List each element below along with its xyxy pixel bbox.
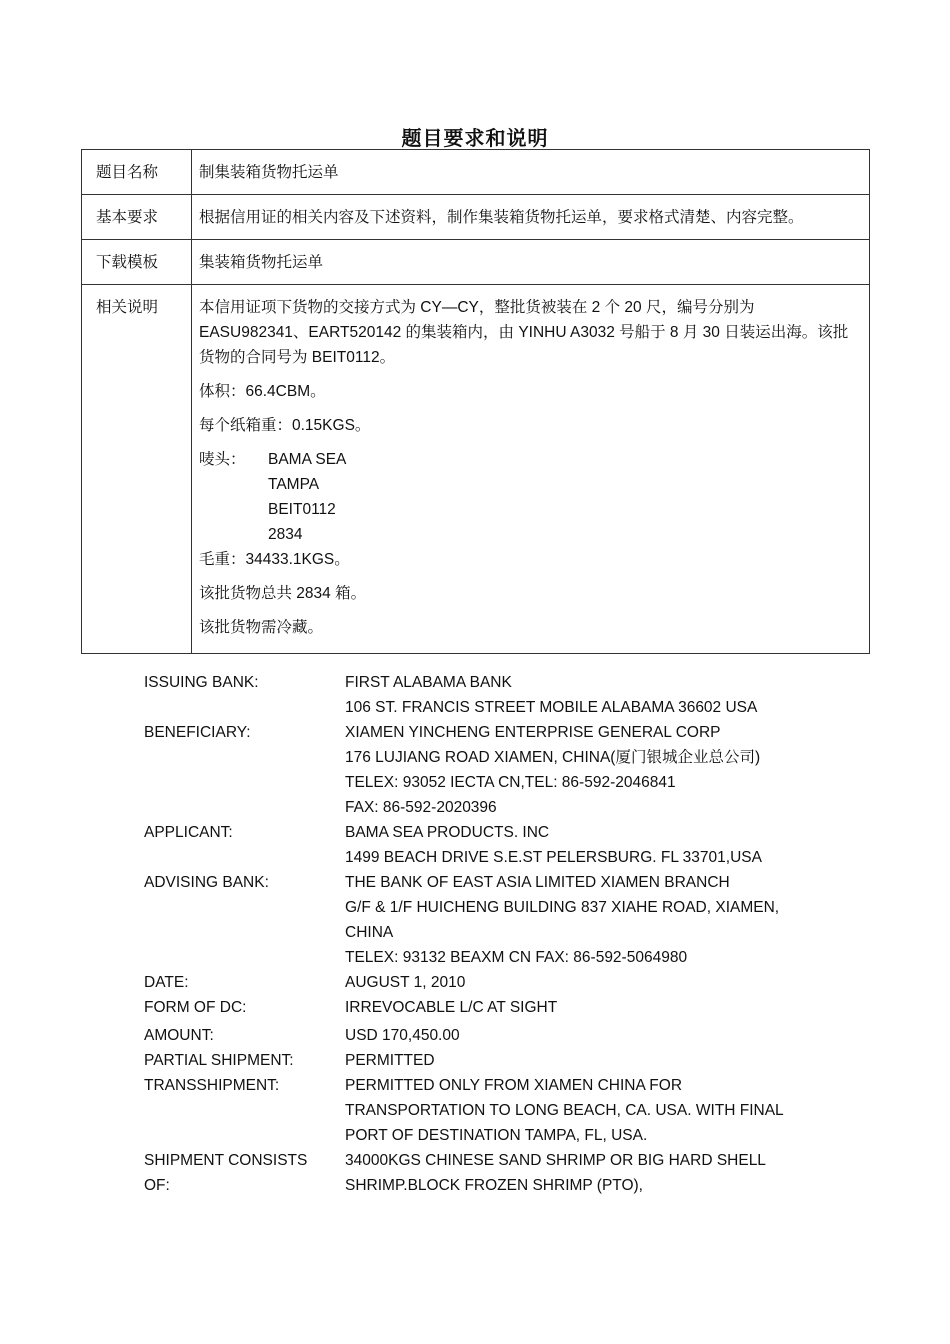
table-row [82, 285, 870, 654]
lc-key: DATE: [144, 974, 189, 991]
lc-value-line: TELEX: 93052 IECTA CN,TEL: 86-592-2046841 [345, 774, 676, 791]
lc-row-applicant [144, 820, 844, 870]
mark-line: 2834 [268, 526, 303, 543]
row-label-notes: 相关说明 [82, 285, 192, 654]
lc-value-line: CHINA [345, 924, 394, 941]
lc-key: APPLICANT: [144, 824, 233, 841]
lc-key: PARTIAL SHIPMENT: [144, 1052, 294, 1069]
notes-volume: 体积：66.4CBM。 [199, 383, 326, 400]
marks-label: 唛头： [199, 451, 246, 468]
lc-details [144, 670, 844, 1198]
lc-key: AMOUNT: [144, 1027, 214, 1044]
row-label-requirements: 基本要求 [82, 195, 192, 240]
requirements-table [81, 149, 870, 654]
lc-row-advising-bank [144, 870, 844, 970]
lc-value-line: G/F & 1/F HUICHENG BUILDING 837 XIAHE ROAD, XIAMEN, [345, 899, 780, 916]
notes-total-cartons: 该批货物总共 2834 箱。 [199, 585, 367, 602]
mark-line: BEIT0112 [268, 501, 336, 518]
notes-line: EASU982341、EART520142 的集装箱内，由 YINHU A3032 号船于 8 月 30 日装运出海。该批 [199, 324, 849, 341]
mark-line: BAMA SEA [268, 451, 347, 468]
table-row [82, 240, 870, 285]
lc-value-line: USD 170,450.00 [345, 1027, 460, 1044]
row-label-template: 下载模板 [82, 240, 192, 285]
lc-row-shipment-consists-of [144, 1148, 844, 1198]
lc-key: TRANSSHIPMENT: [144, 1077, 280, 1094]
lc-value-line: TRANSPORTATION TO LONG BEACH, CA. USA. WITH FINAL [345, 1102, 784, 1119]
row-value-template: 集装箱货物托运单 [192, 240, 870, 285]
shipping-marks [199, 447, 863, 547]
notes-refrigeration: 该批货物需冷藏。 [199, 619, 324, 636]
lc-key [144, 1148, 345, 1198]
lc-key-line: SHIPMENT CONSISTS [144, 1152, 308, 1169]
lc-row-transshipment [144, 1073, 844, 1148]
notes-line: 本信用证项下货物的交接方式为 CY—CY，整批货被装在 2 个 20 尺，编号分别为 [199, 299, 755, 316]
lc-row-date [144, 970, 844, 995]
lc-row-partial-shipment [144, 1048, 844, 1073]
lc-value-line: BAMA SEA PRODUCTS. INC [345, 824, 550, 841]
lc-value-line: IRREVOCABLE L/C AT SIGHT [345, 999, 558, 1016]
row-label-title: 题目名称 [82, 150, 192, 195]
notes-carton-weight: 每个纸箱重：0.15KGS。 [199, 417, 371, 434]
lc-value-line: FIRST ALABAMA BANK [345, 674, 512, 691]
lc-value-line: 176 LUJIANG ROAD XIAMEN, CHINA(厦门银城企业总公司) [345, 749, 761, 766]
lc-value-line: FAX: 86-592-2020396 [345, 799, 497, 816]
lc-value-line: 34000KGS CHINESE SAND SHRIMP OR BIG HARD SHELL [345, 1152, 766, 1169]
row-value-requirements: 根据信用证的相关内容及下述资料，制作集装箱货物托运单，要求格式清楚、内容完整。 [192, 195, 870, 240]
lc-value-line: PERMITTED [345, 1052, 435, 1069]
lc-row-amount [144, 1023, 844, 1048]
lc-value-line: SHRIMP.BLOCK FROZEN SHRIMP (PTO), [345, 1177, 643, 1194]
mark-line: TAMPA [268, 476, 320, 493]
lc-key: ADVISING BANK: [144, 874, 269, 891]
row-value-title: 制集装箱货物托运单 [192, 150, 870, 195]
lc-value-line: 1499 BEACH DRIVE S.E.ST PELERSBURG. FL 33701,USA [345, 849, 762, 866]
notes-gross-weight: 毛重：34433.1KGS。 [199, 551, 350, 568]
lc-row-issuing-bank [144, 670, 844, 720]
lc-value-line: TELEX: 93132 BEAXM CN FAX: 86-592-5064980 [345, 949, 688, 966]
lc-value-line: PERMITTED ONLY FROM XIAMEN CHINA FOR [345, 1077, 683, 1094]
row-value-notes [192, 285, 870, 654]
page-title: 题目要求和说明 [401, 126, 549, 150]
notes-line: 货物的合同号为 BEIT0112。 [199, 349, 396, 366]
lc-row-form-of-dc [144, 995, 844, 1020]
lc-value-line: XIAMEN YINCHENG ENTERPRISE GENERAL CORP [345, 724, 721, 741]
lc-value-line: 106 ST. FRANCIS STREET MOBILE ALABAMA 36602 USA [345, 699, 758, 716]
lc-value-line: THE BANK OF EAST ASIA LIMITED XIAMEN BRANCH [345, 874, 730, 891]
lc-row-beneficiary [144, 720, 844, 820]
lc-key: BENEFICIARY: [144, 724, 251, 741]
lc-key: ISSUING BANK: [144, 674, 259, 691]
lc-value-line: AUGUST 1, 2010 [345, 974, 466, 991]
lc-key: FORM OF DC: [144, 999, 247, 1016]
lc-key-line: OF: [144, 1177, 170, 1194]
table-row [82, 150, 870, 195]
table-row [82, 195, 870, 240]
lc-value-line: PORT OF DESTINATION TAMPA, FL, USA. [345, 1127, 648, 1144]
